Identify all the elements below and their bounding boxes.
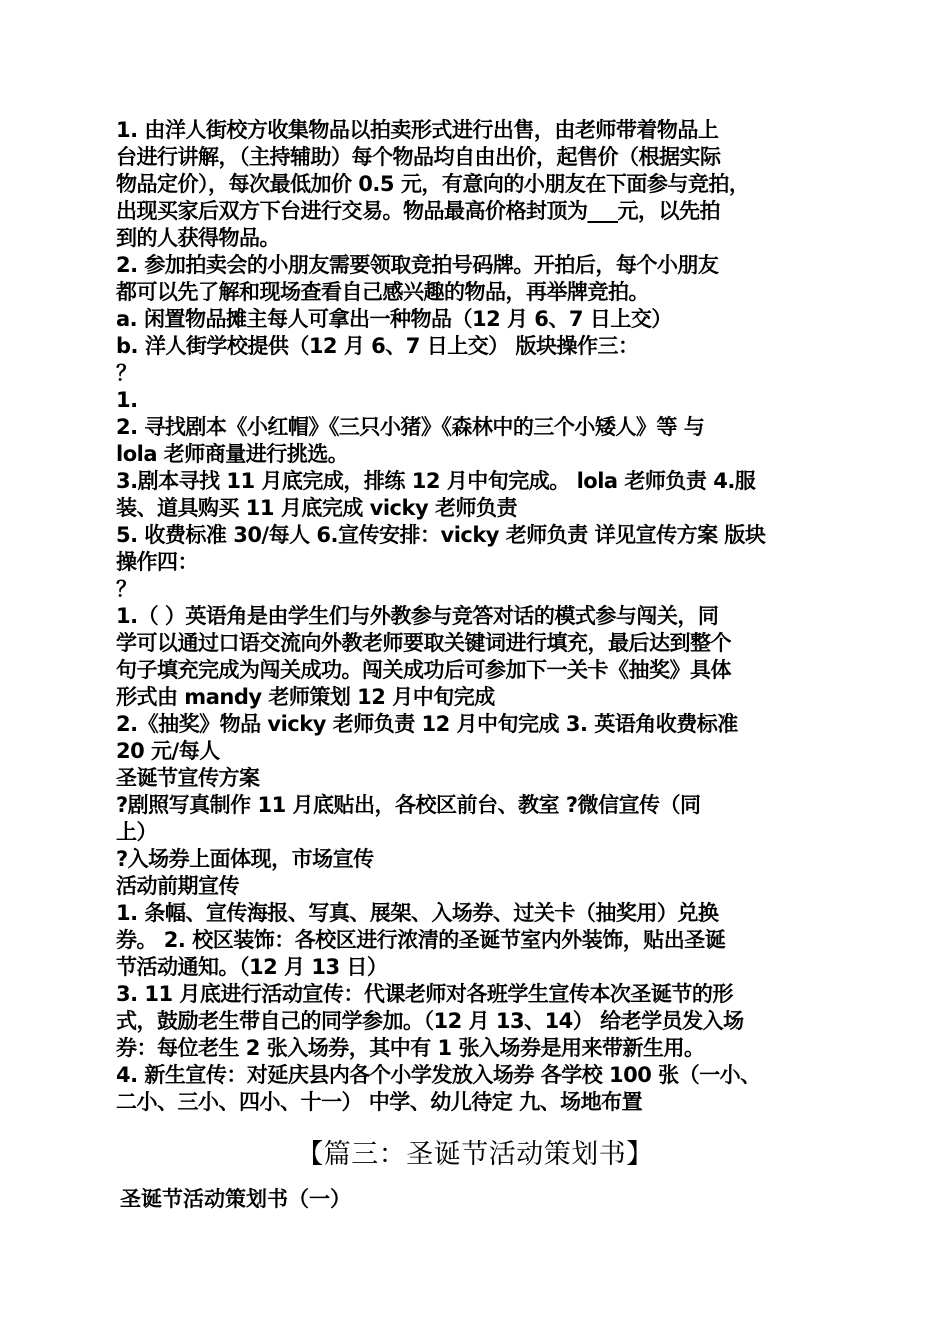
body-line: 台进行讲解，（主持辅助）每个物品均自由出价，起售价（根据实际 bbox=[116, 145, 721, 169]
body-line: 2. 参加拍卖会的小朋友需要领取竞拍号码牌。开拍后，每个小朋友 bbox=[116, 253, 719, 277]
body-line: ？ bbox=[116, 361, 137, 385]
body-line: 到的人获得物品。 bbox=[116, 226, 280, 250]
body-line: 券：每位老生 2 张入场券，其中有 1 张入场券是用来带新生用。 bbox=[116, 1036, 705, 1060]
body-line: 5. 收费标准 30/每人 6.宣传安排：vicky 老师负责 详见宣传方案 版块 bbox=[116, 523, 766, 547]
body-line: 物品定价），每次最低加价 0.5 元，有意向的小朋友在下面参与竞拍， bbox=[116, 172, 750, 196]
body-line: 1.（ ）英语角是由学生们与外教参与竞答对话的模式参与闯关，同 bbox=[116, 604, 719, 628]
body-line: a. 闲置物品摊主每人可拿出一种物品（12 月 6、7 日上交） bbox=[116, 307, 672, 331]
body-line: 圣诞节宣传方案 bbox=[116, 766, 260, 790]
body-line: 1. 条幅、宣传海报、写真、展架、入场券、过关卡（抽奖用）兑换 bbox=[116, 901, 719, 925]
body-line: 装、道具购买 11 月底完成 vicky 老师负责 bbox=[116, 496, 517, 520]
body-line: ?剧照写真制作 11 月底贴出，各校区前台、教室 ?微信宣传（同 bbox=[116, 793, 701, 817]
body-line: 句子填充完成为闯关成功。闯关成功后可参加下一关卡《抽奖》具体 bbox=[116, 658, 731, 682]
body-line: 20 元/每人 bbox=[116, 739, 220, 763]
body-line: 3.剧本寻找 11 月底完成，排练 12 月中旬完成。 lola 老师负责 4.服 bbox=[116, 469, 756, 493]
body-line: 学可以通过口语交流向外教老师要取关键词进行填充，最后达到整个 bbox=[116, 631, 731, 655]
body-line: 出现买家后双方下台进行交易。物品最高价格封顶为___元，以先拍 bbox=[116, 199, 720, 223]
section-title: 【篇三：圣诞节活动策划书】 bbox=[296, 1139, 654, 1170]
body-line: 操作四： bbox=[116, 550, 198, 574]
body-line: 3. 11 月底进行活动宣传：代课老师对各班学生宣传本次圣诞节的形 bbox=[116, 982, 733, 1006]
body-line: 式，鼓励老生带自己的同学参加。（12 月 13、14） 给老学员发入场 bbox=[116, 1009, 744, 1033]
body-line: 二小、三小、四小、十一） 中学、幼儿待定 九、场地布置 bbox=[116, 1090, 643, 1114]
body-line: b. 洋人街学校提供（12 月 6、7 日上交） 版块操作三： bbox=[116, 334, 639, 358]
body-line: 节活动通知。（12 月 13 日） bbox=[116, 955, 388, 979]
body-line: ？ bbox=[116, 577, 137, 601]
body-line: 形式由 mandy 老师策划 12 月中旬完成 bbox=[116, 685, 495, 709]
document-body bbox=[116, 117, 840, 1116]
body-line: ?入场券上面体现，市场宣传 bbox=[116, 847, 374, 871]
sub-title: 圣诞节活动策划书（一） bbox=[120, 1187, 351, 1211]
body-line: 都可以先了解和现场查看自己感兴趣的物品，再举牌竞拍。 bbox=[116, 280, 649, 304]
body-line: 1. 由洋人街校方收集物品以拍卖形式进行出售，由老师带着物品上 bbox=[116, 118, 719, 142]
body-line: 活动前期宣传 bbox=[116, 874, 239, 898]
body-line: 2. 寻找剧本《小红帽》《三只小猪》《森林中的三个小矮人》等 与 bbox=[116, 415, 705, 439]
body-line: 4. 新生宣传：对延庆县内各个小学发放入场券 各学校 100 张（一小、 bbox=[116, 1063, 761, 1087]
body-line: 2.《抽奖》物品 vicky 老师负责 12 月中旬完成 3. 英语角收费标准 bbox=[116, 712, 738, 736]
body-line: 上） bbox=[116, 820, 157, 844]
body-line: lola 老师商量进行挑选。 bbox=[116, 442, 349, 466]
body-line: 1. bbox=[116, 388, 138, 412]
body-line: 券。 2. 校区装饰：各校区进行浓清的圣诞节室内外装饰，贴出圣诞 bbox=[116, 928, 726, 952]
